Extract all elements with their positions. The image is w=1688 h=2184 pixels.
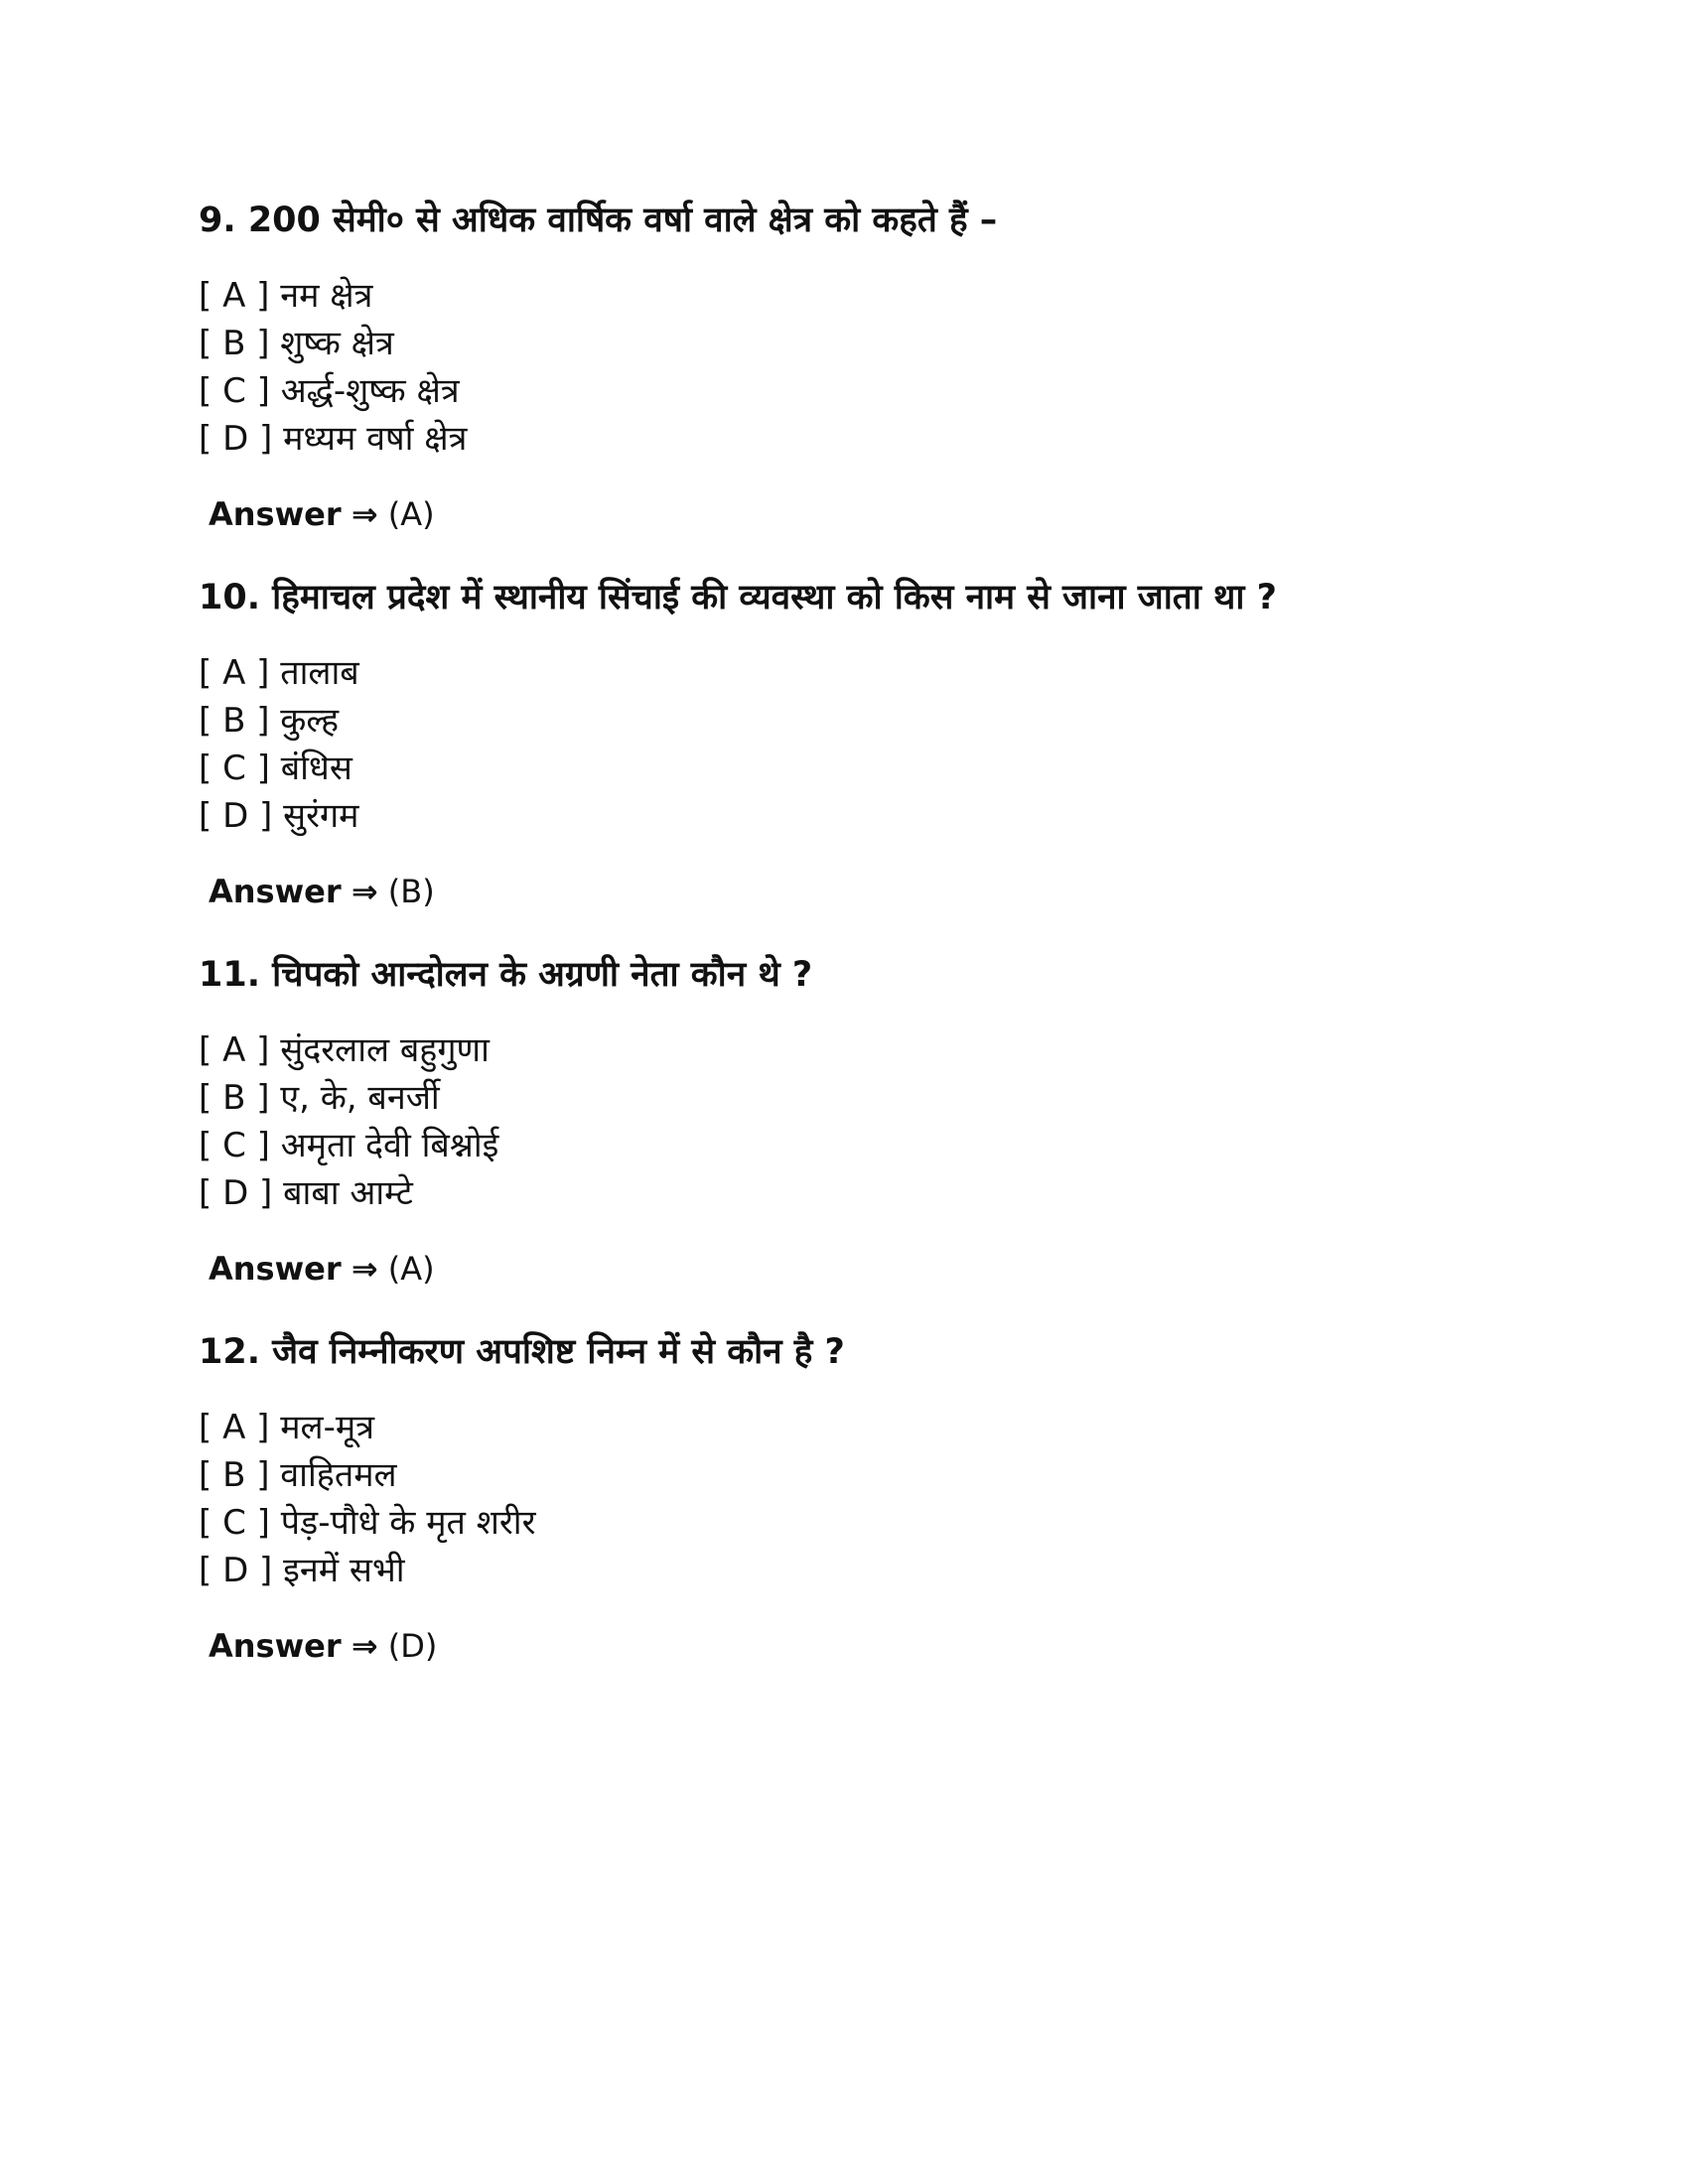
option-c: [ C ] बंधिस (199, 749, 352, 788)
answer-value: (A) (387, 1250, 435, 1288)
answer-label: Answer (209, 1250, 342, 1288)
question-text: 10. हिमाचल प्रदेश में स्थानीय सिंचाई की व्यवस्था को किस नाम से जाना जाता था ? (199, 578, 1277, 617)
option-d: [ D ] बाबा आम्टे (199, 1173, 413, 1213)
options-list (199, 1404, 1509, 1594)
options-list (199, 1026, 1509, 1217)
answer-label: Answer (209, 495, 342, 533)
question-text: 11. चिपको आन्दोलन के अग्रणी नेता कौन थे ? (199, 955, 813, 995)
option-b: [ B ] कुल्ह (199, 701, 340, 741)
option-d: [ D ] मध्यम वर्षा क्षेत्र (199, 419, 468, 459)
question-block (199, 574, 1509, 915)
question-text: 9. 200 सेमी० से अधिक वार्षिक वर्षा वाले क्षेत्र को कहते हैं – (199, 201, 998, 240)
question-text: 12. जैव निम्नीकरण अपशिष्ट निम्न में से कौन है ? (199, 1332, 845, 1372)
answer-line (199, 490, 1509, 538)
question-block (199, 951, 1509, 1293)
option-b: [ B ] शुष्क क्षेत्र (199, 324, 394, 363)
answer-line (199, 1245, 1509, 1293)
options-list (199, 272, 1509, 463)
question-block (199, 1328, 1509, 1670)
answer-arrow-icon: ⇒ (351, 495, 378, 533)
option-a: [ A ] नम क्षेत्र (199, 276, 373, 316)
answer-arrow-icon: ⇒ (351, 873, 378, 910)
answer-value: (B) (387, 873, 435, 910)
answer-label: Answer (209, 1627, 342, 1665)
option-d: [ D ] इनमें सभी (199, 1551, 405, 1590)
option-c: [ C ] अर्द्ध-शुष्क क्षेत्र (199, 371, 460, 411)
answer-line (199, 868, 1509, 915)
answer-arrow-icon: ⇒ (351, 1627, 378, 1665)
option-b: [ B ] ए, के, बनर्जी (199, 1078, 440, 1118)
option-d: [ D ] सुरंगम (199, 796, 359, 836)
question-block (199, 197, 1509, 538)
answer-value: (D) (387, 1627, 438, 1665)
option-a: [ A ] सुंदरलाल बहुगुणा (199, 1030, 490, 1070)
options-list (199, 649, 1509, 840)
option-b: [ B ] वाहितमल (199, 1455, 397, 1495)
option-c: [ C ] अमृता देवी बिश्नोई (199, 1126, 499, 1165)
option-c: [ C ] पेड़-पौधे के मृत शरीर (199, 1503, 536, 1543)
option-a: [ A ] तालाब (199, 653, 359, 693)
answer-arrow-icon: ⇒ (351, 1250, 378, 1288)
option-a: [ A ] मल-मूत्र (199, 1408, 374, 1447)
answer-value: (A) (387, 495, 435, 533)
answer-line (199, 1622, 1509, 1670)
answer-label: Answer (209, 873, 342, 910)
